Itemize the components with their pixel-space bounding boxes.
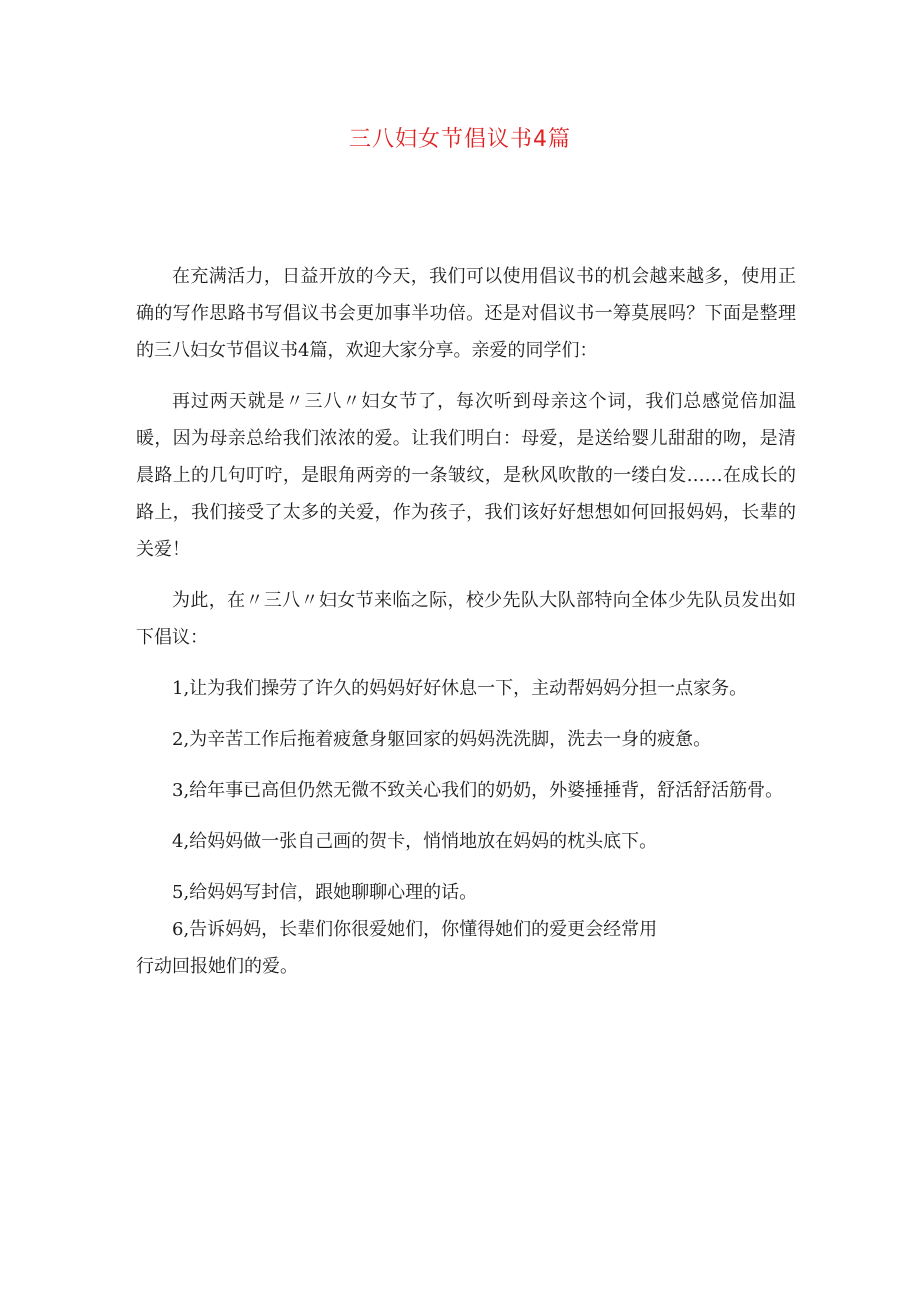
document-title: 三八妇女节倡议书4篇	[349, 127, 571, 152]
paragraph-intro: 在充满活力，日益开放的今天，我们可以使用倡议书的机会越来越多，使用正确的写作思路书写倡议书会更加事半功倍。还是对倡议书一筹莫展吗？下面是整理的三八妇女节倡议书4篇，欢迎大家分享。亲爱的同学们：	[136, 266, 796, 361]
proposal-item-6-line-2: 行动回报她们的爱。	[136, 956, 298, 977]
proposal-item-6-line-1: 6,告诉妈妈，长辈们你很爱她们，你懂得她们的爱更会经常用	[172, 919, 658, 940]
proposal-item-1: 1,让为我们操劳了许久的妈妈好好休息一下，主动帮妈妈分担一点家务。	[172, 678, 748, 699]
proposal-item-2: 2,为辛苦工作后拖着疲惫身躯回家的妈妈洗洗脚，洗去一身的疲惫。	[172, 729, 712, 750]
paragraph-proposal-intro: 为此，在〃三八〃妇女节来临之际，校少先队大队部特向全体少先队员发出如下倡议：	[136, 590, 796, 648]
paragraph-mother-love: 再过两天就是〃三八〃妇女节了，每次听到母亲这个词，我们总感觉倍加温暖，因为母亲总给我们浓浓的爱。让我们明白：母爱，是送给婴儿甜甜的吻，是清晨路上的几句叮咛，是眼角两旁的一条皱纹，是秋风吹散的一缕白发……在成长的路上，我们接受了太多的关爱，作为孩子，我们该好好想想如何回报妈妈，长辈的关爱！	[136, 391, 796, 560]
document-body	[136, 258, 796, 985]
proposal-item-5: 5,给妈妈写封信，跟她聊聊心理的话。	[172, 882, 478, 903]
proposal-item-4: 4,给妈妈做一张自己画的贺卡，悄悄地放在妈妈的枕头底下。	[172, 831, 658, 852]
proposal-item-3: 3,给年事已高但仍然无微不致关心我们的奶奶，外婆捶捶背，舒活舒活筋骨。	[172, 780, 784, 801]
